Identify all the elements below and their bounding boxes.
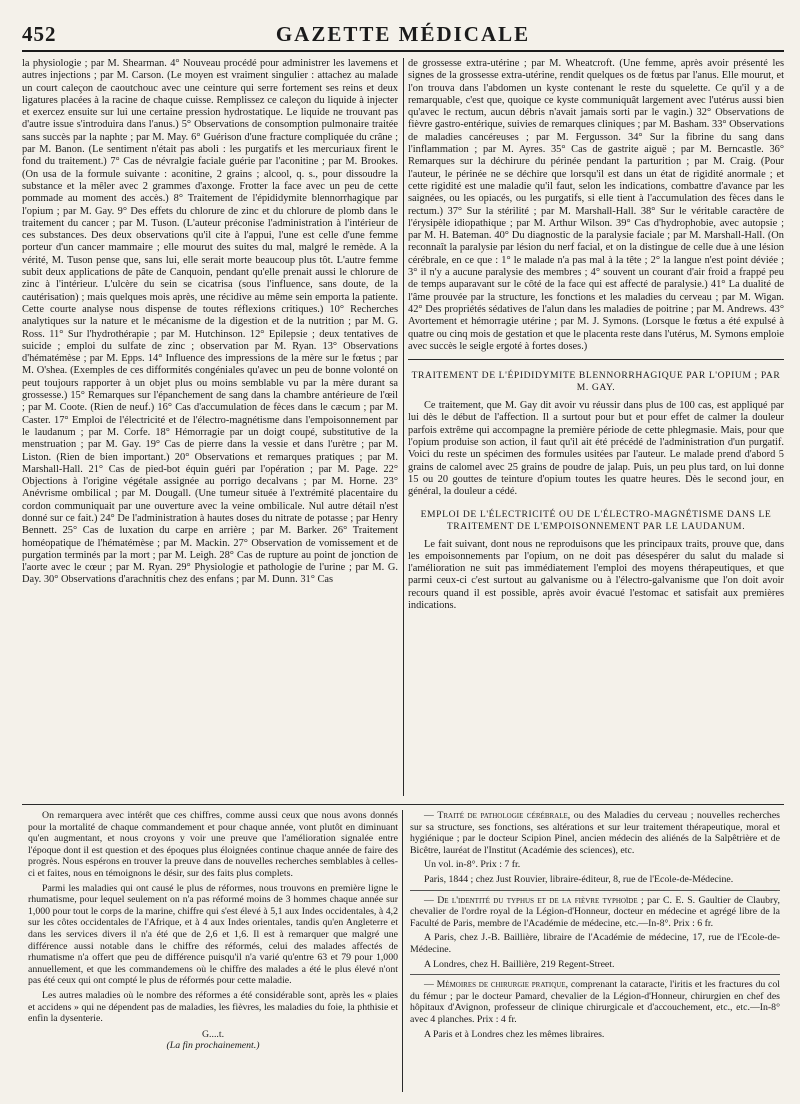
page-header <box>22 18 784 52</box>
author-signature: G....t. <box>201 1028 225 1040</box>
book-publisher: A Londres, chez H. Baillière, 219 Regent-Street. <box>424 958 615 970</box>
right-column-intro: de grossesse extra-utérine ; par M. Wheatcroft. (Une femme, après avoir présenté les signes de la grossesse extra-utérine, rendit quelques os de fœtus par l'anus. Elle mourut, et l'on trouva dans l'abdomen un kyste contenant le reste du squelette. Ce qu'il y a de remarquable, c'est que, quoique ce kyste communiquât largement avec l'utérus aussi bien qu'avec le rectum, aucun débris n'avait jamais sorti par le vagin.) 32° Observations de fièvre gastro-entérique, suivies de remarques cliniques ; par M. Basham. 33° Observations de maladies cancéreuses ; par M. Fergusson. 34° Sur la fibrine du sang dans l'inflammation ; par M. Ayres. 35° Cas de gastrite aiguë ; par M. Berncastle. 36° Remarques sur la déchirure du périnée pendant la parturition ; par M. Craig. (Pour l'auteur, le périnée ne se déchire que lorsqu'il est dans un état de rigidité anormale ; et cette rigidité est une maladie qu'il faut, selon les indications, combattre d'avance par les saignées, ou les opiacés, ou les purgatifs, si elle tient à l'accumulation des fèces dans le rectum.) 37° Sur la stérilité ; par M. Marshall-Hall. 38° Sur le véritable caractère de l'érysipèle idiopathique ; par M. Arthur Wilson. 39° Cas d'hydrophobie, avec autopsie ; par M. H. Bateman. 40° Du diagnostic de la paralysie faciale ; par M. Marshall-Hall. (On reconnaît la paralysie par lésion du nerf facial, et on la distingue de celle due à une lésion cérébrale, en ce que : 1° le malade n'a pas mal à la tête ; 2° la langue n'est point déviée ; 3° il n'y a aucune paralysie des membres ; 4° souvent un courant d'air froid a frappé peu de temps auparavant sur le côté de la face qui est affecté de paralysie.) 41° La dualité de l'âme prouvée par la structure, les fonctions et les maladies du cerveau ; par M. Wigan. 42° Des propriétés sédatives de l'alun dans les maladies de poitrine ; par M. Andrews. 43° Avortement et hémorragie utérine ; par M. J. Symons. (Lorsque le fœtus a été expulsé à quatre ou cinq mois de gestation et que le placenta reste dans l'utérus, M. Symons emploie avec succès le seigle ergoté à fortes doses.) <box>408 58 784 352</box>
newspaper-page <box>22 18 784 1092</box>
notice-divider <box>410 974 780 975</box>
book-description: , ou des Maladies du cerveau ; nouvelles recherches sur sa structure, ses fonctions, ses altérations et sur leur traitement thérapeutique, moral et hygiénique ; par le docteur Scipion Pinel, ancien médecin des aliénés de la Salpêtrière et de Bicêtre, lauréat de l'Institut (Académie des sciences), etc. <box>410 810 780 856</box>
lower-paragraph: Les autres maladies où le nombre des réformes a été considérable sont, après les « plaies et accidens » qui ne dépendent pas de maladies, les fièvres, les maladies du foie, la phthisie et enfin la dysenterie. <box>28 989 398 1025</box>
lower-column-divider <box>402 810 403 1092</box>
book-title: De l'identité du typhus et de la fièvre typhoïde <box>437 894 638 906</box>
book-publisher: A Paris et à Londres chez les mêmes libraires. <box>424 1028 605 1040</box>
continuation-note: (La fin prochainement.) <box>166 1040 260 1052</box>
section-body-epididymite: Ce traitement, que M. Gay dit avoir vu réussir dans plus de 100 cas, est appliqué par lui dès le début de l'affection. Il a surtout pour but et pour effet de calmer la douleur parfois extrême qui accompagne la première période de cette phlegmasie. Mais, pour que l'opium produise son action, il faut qu'il ait été précédé de l'administration d'un purgatif. Voici du reste un spécimen des formules usitées par l'auteur. Le malade prend d'abord 5 grains de calomel avec 25 grains de poudre de jalap. Puis, un peu plus tard, on lui donne 15 ou 20 gouttes de teinture d'opium toutes les quatre heures. Dès le second jour, en général, la douleur a cédé. <box>408 400 784 498</box>
section-divider <box>408 359 784 360</box>
horizontal-divider <box>22 804 784 805</box>
upper-section <box>22 58 784 796</box>
lower-paragraph: Parmi les maladies qui ont causé le plus de réformes, nous trouvons en première ligne le rhumatisme, pour lequel seulement on n'a pas réformé moins de 3 hommes chaque année sur 1,000 pour tout le corps de la marine, chiffre qui s'est élevé à 5,1 aux Indes occidentales, à 4,2 sur les côtes occidentales de l'Afrique, et à 4 aux Indes orientales, tandis qu'en Angleterre et dans les services divers il n'a été que de 2,6 et 1,6. Il est à remarquer que malgré une différence aussi notable dans le chiffre des réformés, celui des malades affectés de rhumatisme n'a offert que peu de différence puisqu'il n'a varié qu'entre 63 et 79 pour 1,000 annuellement, et que les commandemens où le chiffre des malades a été le plus élevé n'ont pas été ceux qui ont compté le plus de réformés pour cette maladie. <box>28 882 398 987</box>
lower-paragraph: On remarquera avec intérêt que ces chiffres, comme aussi ceux que nous avons donnés pour la mortalité de chaque commandement et pour chaque année, vont plutôt en diminuant qu'en augmentant, et nous croyons y voir une preuve que l'amélioration signalée entre l'époque dont il est question et des époques plus éloignées continue chaque année de faire des progrès. Nous espérons en trouver la preuve dans de nouvelles recherches semblables à celles-ci et faites, nous en témoignons le désir, sur des faits plus complets. <box>28 810 398 879</box>
section-title-epididymite: TRAITEMENT DE L'ÉPIDIDYMITE BLENNORRHAGIQUE PAR L'OPIUM ; PAR M. GAY. <box>411 370 781 394</box>
section-title-electricite: EMPLOI DE L'ÉLECTRICITÉ OU DE L'ÉLECTRO-MAGNÉTISME DANS LE TRAITEMENT DE L'EMPOISONNEMENT PAR LE LAUDANUM. <box>420 508 772 532</box>
book-format: Un vol. in-8°. Prix : 7 fr. <box>424 859 521 871</box>
lower-section <box>22 810 784 1092</box>
left-column-text: la physiologie ; par M. Shearman. 4° Nouveau procédé pour administrer les lavemens et autres injections ; par M. Carson. (Le moyen est vraiment singulier : attachez au malade un court caleçon de caoutchouc avec une ceinture qui serre fortement ses reins et deux ligatures placées à la racine de chaque cuisse. Remplissez ce caleçon du liquide à injecter et exercez ensuite sur lui une certaine pression hydrostatique. Le liquide ne trouvant pas d'autre issue s'introduira dans l'anus.) 5° Observations de consomption pulmonaire traitée sans succès par la naphte ; par M. May. 6° Guérison d'une fracture compliquée du crâne ; par M. Banon. (Le sentiment n'était pas aboli : les purgatifs et les mercuriaux firent le fond du traitement.) 7° Cas de névralgie faciale guérie par l'aconitine ; par M. Brookes. (On usa de la formule suivante : aconitine, 2 grains ; alcool, q. s., pour dissoudre la substance et la mêler avec 2 grammes d'axonge. Frotter la face avec un peu de cette pommade au moment des accès.) 8° Traitement de l'épididymite blennorrhagique par l'opium ; par M. Gay. 9° Des effets du chlorure de zinc et du chlorure de plomb dans le traitement du cancer ; par M. Tuson. (L'auteur préconise l'administration à l'intérieur de ces substances. Des deux observations qu'il cite à l'appui, l'une est celle d'une femme porteur d'un cancer mammaire ; elle mourut des suites du mal, malgré le remède. A la vérité, M. Tuson pense que, sans lui, elle serait morte beaucoup plus tôt. L'autre femme subit deux applications de pâte de Canquoin, pendant qu'elle prenait aussi le chlorure de zinc à l'intérieur. L'ulcère du sein se cicatrisa (sous l'influence, sans doute, de la cautérisation) ; mais quelques mois après, une récidive au même sein emporta la patiente. Cette courte analyse nous dispense de toutes réflexions critiques.) 10° Recherches analytiques sur la nature et le mécanisme de la digestion et de la nutrition ; par M. G. Ross. 11° Sur l'hydrothérapie ; par M. Hutchinson. 12° Epilepsie ; deux tentatives de suicide ; emploi du sulfate de zinc ; observation par M. Ryan. 13° Observations d'hématémèse ; par M. Epps. 14° Influence des impressions de la mère sur le fœtus ; par M. O'shea. (Exemples de ces difformités congéniales qu'avec un peu de bonne volonté on peut toujours rapporter à un objet plus ou moins semblable vu par la mère durant sa grossesse.) 15° Remarques sur l'épanchement de sang dans la chambre antérieure de l'œil ; par M. Coote. (Rien de neuf.) 16° Cas d'accumulation de fèces dans le cæcum ; par M. Caster. 17° Emploi de l'électricité et de l'électro-magnétisme dans l'empoisonnement par le laudanum ; par M. Corfe. 18° Hémorragie par un doigt coupé, substitutive de la menstruation ; par M. Gay. 19° Cas de pierre dans la vessie et dans l'urètre ; par M. Liston. (Rien de bien important.) 20° Observations et remarques pratiques ; par M. Marshall-Hall. 21° Cas de pied-bot équin guéri par l'opération ; par M. Page. 22° Objections à l'origine végétale assignée au porrigo decalvans ; par M. Horne. 23° Anévrisme ombilical ; par M. Dougall. (Une tumeur située à l'extrémité placentaire du cordon communiquait par une ouverture avec la veine ombilicale. Nul autre détail n'est donné sur ce fait.) 24° De l'administration à hautes doses du nitrate de potasse ; par Henry Bennett. 25° Cas de luxation du carpe en arrière ; par M. Barker. 26° Traitement homéopatique de l'hématémèse ; par M. Mackin. 27° Observation de vomissement et de purgation terminés par la mort ; par M. Leigh. 28° Cas de rupture au point de jonction de l'aorte avec le cœur ; par M. Ryan. 29° Physiologie et pathologie de l'urine ; par M. G. Day. 30° Observations d'arachnitis chez des enfans ; par M. Dunn. 31° Cas <box>22 58 398 586</box>
lower-right-column <box>410 810 780 1092</box>
page-number: 452 <box>22 22 57 46</box>
book-notice: — De l'identité du typhus et de la fièvre typhoïde ; par C. E. S. Gaultier de Claubry, chevalier de l'ordre royal de la Légion-d'Honneur, docteur en médecine et agrégé libre de la Faculté de Paris, membre de l'Académie de médecine, etc.—In-8°. Prix : 6 fr. <box>410 894 780 929</box>
book-publisher: Paris, 1844 ; chez Just Rouvier, libraire-éditeur, 8, rue de l'Ecole-de-Médecine. <box>424 873 734 885</box>
lower-left-column <box>28 810 398 1092</box>
book-description: ; par C. E. S. Gaultier de Claubry, chevalier de l'ordre royal de la Légion-d'Honneur, docteur en médecine et agrégé libre de la Faculté de Paris, membre de l'Académie de médecine, etc.—In-8°. Prix : 6 fr. <box>410 894 780 929</box>
book-title: Traité de pathologie cérébrale <box>437 810 568 821</box>
book-notice: — Traité de pathologie cérébrale, ou des Maladies du cerveau ; nouvelles recherches sur sa structure, ses fonctions, ses altérations et sur leur traitement thérapeutique, moral et hygiénique ; par le docteur Scipion Pinel, ancien médecin des aliénés de la Salpêtrière et de Bicêtre, lauréat de l'Institut (Académie des sciences), etc. <box>410 810 780 856</box>
right-column <box>408 58 784 796</box>
section-body-electricite: Le fait suivant, dont nous ne reproduisons que les principaux traits, prouve que, dans les empoisonnements par l'opium, on ne doit pas désespérer du salut du malade si l'amélioration ne suit pas immédiatement l'emploi des moyens thérapeutiques, et que parmi ceux-ci c'est surtout au galvanisme ou à l'électro-galvanisme que l'on doit avoir recours quand il est possible, après avoir évacué l'estomac et satisfait aux premières indications. <box>408 538 784 611</box>
book-notice: — Mémoires de chirurgie pratique, comprenant la cataracte, l'iritis et les fractures du col du fémur ; par le docteur Pamard, chevalier de la Légion-d'Honneur, chirurgien en chef des hôpitaux d'Avignon, professeur de clinique chirurgicale et d'accouchement, etc., etc.—In-8° avec 4 planches. Prix : 4 fr. <box>410 979 780 1025</box>
column-divider <box>403 58 404 796</box>
journal-title: GAZETTE MÉDICALE <box>275 22 531 46</box>
left-column <box>22 58 398 796</box>
notice-divider <box>410 890 780 891</box>
book-description: , comprenant la cataracte, l'iritis et les fractures du col du fémur ; par le docteur Pamard, chevalier de la Légion-d'Honneur, chirurgien en chef des hôpitaux d'Avignon, professeur de clinique chirurgicale et d'accouchement, etc., etc.—In-8° avec 4 planches. Prix : 4 fr. <box>410 979 780 1025</box>
book-title: Mémoires de chirurgie pratique <box>436 979 566 991</box>
book-publisher: A Paris, chez J.-B. Baillière, libraire de l'Académie de médecine, 17, rue de l'Ecole-de-Médecine. <box>410 932 780 955</box>
